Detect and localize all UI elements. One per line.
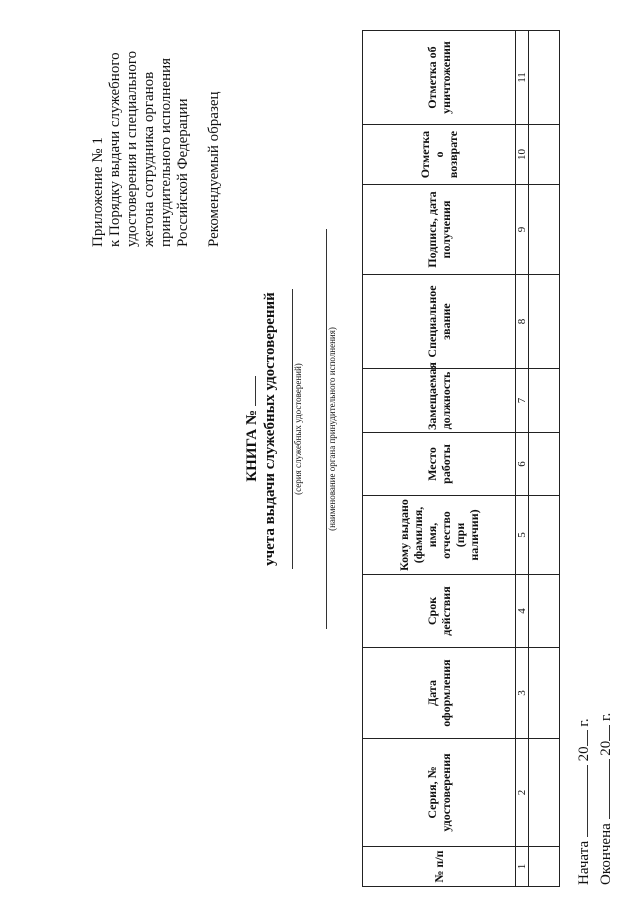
column-number: 11 [516,31,529,125]
column-number: 4 [516,575,529,648]
book-number-blank [243,376,256,406]
appendix-line: удостоверения и специального [124,50,140,247]
column-header: № п/п [363,847,516,887]
column-header: Дата оформления [363,648,516,739]
ended-date-row [595,713,617,885]
column-header: Серия, № удостоверения [363,739,516,847]
empty-cell [529,125,560,185]
empty-cell [529,433,560,496]
header-row [363,31,516,887]
empty-cell [529,575,560,648]
ended-year-suffix: г. [598,712,614,721]
empty-entry-row [529,31,560,887]
column-header: Отметка об уничтожении [363,31,516,125]
ended-year-blank [597,725,610,741]
agency-field [326,229,337,629]
ended-label: Окончена [598,823,614,885]
column-header: Место работы [363,433,516,496]
empty-cell [529,739,560,847]
appendix-note [90,7,192,247]
ended-year-prefix: 20 [598,740,614,756]
empty-cell [529,847,560,887]
column-header: Замещаемая должность [363,369,516,433]
column-number-row [516,31,529,887]
column-number: 3 [516,648,529,739]
column-header: Подпись, дата получения [363,185,516,275]
appendix-line: к Порядку выдачи служебного [107,52,123,247]
appendix-line: Приложение № 1 [90,137,106,247]
agency-field-hint: (наименование органа принудительного исполнения) [327,327,337,531]
column-number: 2 [516,739,529,847]
column-number: 7 [516,369,529,433]
empty-cell [529,648,560,739]
book-heading [243,189,279,669]
empty-cell [529,185,560,275]
column-number: 8 [516,275,529,369]
column-number: 10 [516,125,529,185]
column-header: Отметка о возврате [363,125,516,185]
appendix-line: принудительного исполнения [158,57,174,247]
empty-cell [529,31,560,125]
started-date-blank [575,765,588,837]
register-table [362,30,560,887]
empty-cell [529,369,560,433]
book-dates [573,713,617,885]
series-field-hint: (серия служебных удостоверений) [293,363,303,495]
recommended-sample-label: Рекомендуемый образец [206,91,222,247]
book-subtitle: учета выдачи служебных удостоверений [262,292,278,566]
started-date-row [573,713,595,885]
started-year-suffix: г. [576,718,592,727]
column-header: Срок действия [363,575,516,648]
started-label: Начата [576,840,592,885]
book-title: КНИГА № [244,409,260,482]
ended-date-blank [597,759,610,819]
started-year-blank [575,730,588,746]
empty-cell [529,275,560,369]
column-header: Кому выдано (фамилия, имя, отчество (при наличии) [363,496,516,575]
column-number: 5 [516,496,529,575]
column-header: Специальное звание [363,275,516,369]
appendix-line: жетона сотрудника органов [141,71,157,247]
started-year-prefix: 20 [576,746,592,762]
series-field [292,289,303,569]
column-number: 6 [516,433,529,496]
appendix-line: Российской Федерации [175,98,191,247]
column-number: 9 [516,185,529,275]
column-number: 1 [516,847,529,887]
empty-cell [529,496,560,575]
